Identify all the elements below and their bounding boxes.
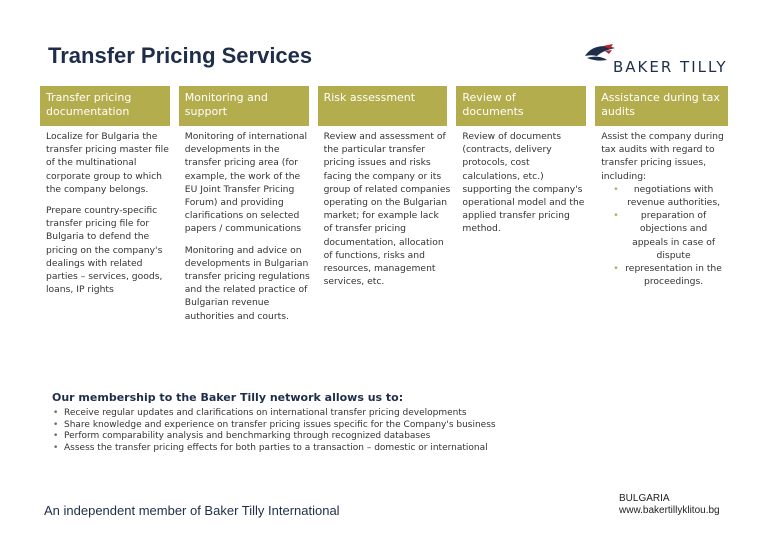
column-paragraph: Prepare country-specific transfer pricing file for Bulgaria to defend the pricing on the company's dealings with related parties – services, goods, loans, IP rights [46,205,163,296]
column-audits [595,86,734,331]
column-paragraph: Review and assessment of the particular transfer pricing issues and risks facing the company or its group of related companies operating on the Bulgarian market; for example lack of transfer pricing documentation, allocation of functions, risks and resources, management services, etc. [323,131,451,288]
membership-list [52,408,652,454]
column-header: Monitoring and support [179,86,312,126]
column-header: Risk assessment [318,86,451,126]
list-item: • Assess the transfer pricing effects for both parties to a transaction – domestic or international [52,443,652,455]
list-item: • Share knowledge and experience on transfer pricing issues specific for the Company's business [52,420,652,432]
footer-website: www.bakertillyklitou.bg [619,505,720,516]
membership-title: Our membership to the Baker Tilly network allows us to: [52,391,404,404]
column-paragraph: Localize for Bulgaria the transfer pricing master file of the multinational corporate group to which the company belongs. [46,131,169,195]
footer-contact [619,493,720,517]
column-paragraph: Monitoring of international developments in the transfer pricing area (for example, the work of the EU Joint Transfer Pricing Forum) and providing clarifications on selected papers / communications [184,131,308,235]
column-paragraph: Assist the company during tax audits with regard to transfer pricing issues, including: [601,131,724,182]
list-item: • preparation of objections and appeals in case of dispute [601,209,728,262]
list-item: • representation in the proceedings. [601,262,728,288]
column-monitoring [179,86,318,331]
column-header: Transfer pricing documentation [40,86,173,126]
column-paragraph: Monitoring and advice on developments in Bulgarian transfer pricing regulations and the related practice of Bulgarian revenue authorities and courts. [184,244,310,322]
list-item: • negotiations with revenue authorities, [601,183,728,209]
services-table [40,86,734,331]
logo-text: BAKER TILLY [613,58,728,76]
page-title: Transfer Pricing Services [48,43,313,68]
column-header: Review of documents [456,86,589,126]
footer-tagline: An independent member of Baker Tilly International [44,503,340,518]
column-risk [318,86,457,331]
column-body [40,126,173,296]
column-body [318,126,451,288]
company-logo [583,42,733,76]
column-body [595,126,728,288]
list-item: • Perform comparability analysis and benchmarking through recognized databases [52,431,652,443]
column-body [456,126,589,236]
list-item: • Receive regular updates and clarifications on international transfer pricing developments [52,408,652,420]
column-documentation [40,86,179,331]
audit-bullet-list [601,183,728,289]
column-body [179,126,312,323]
column-review [456,86,595,331]
column-paragraph: Review of documents (contracts, delivery protocols, cost calculations, etc.) supporting the company's operational model and the applied transfer pricing method. [462,131,585,235]
baker-tilly-bird-icon [583,42,617,68]
column-header: Assistance during tax audits [595,86,728,126]
footer-country: BULGARIA [619,493,670,504]
membership-section [52,391,652,454]
